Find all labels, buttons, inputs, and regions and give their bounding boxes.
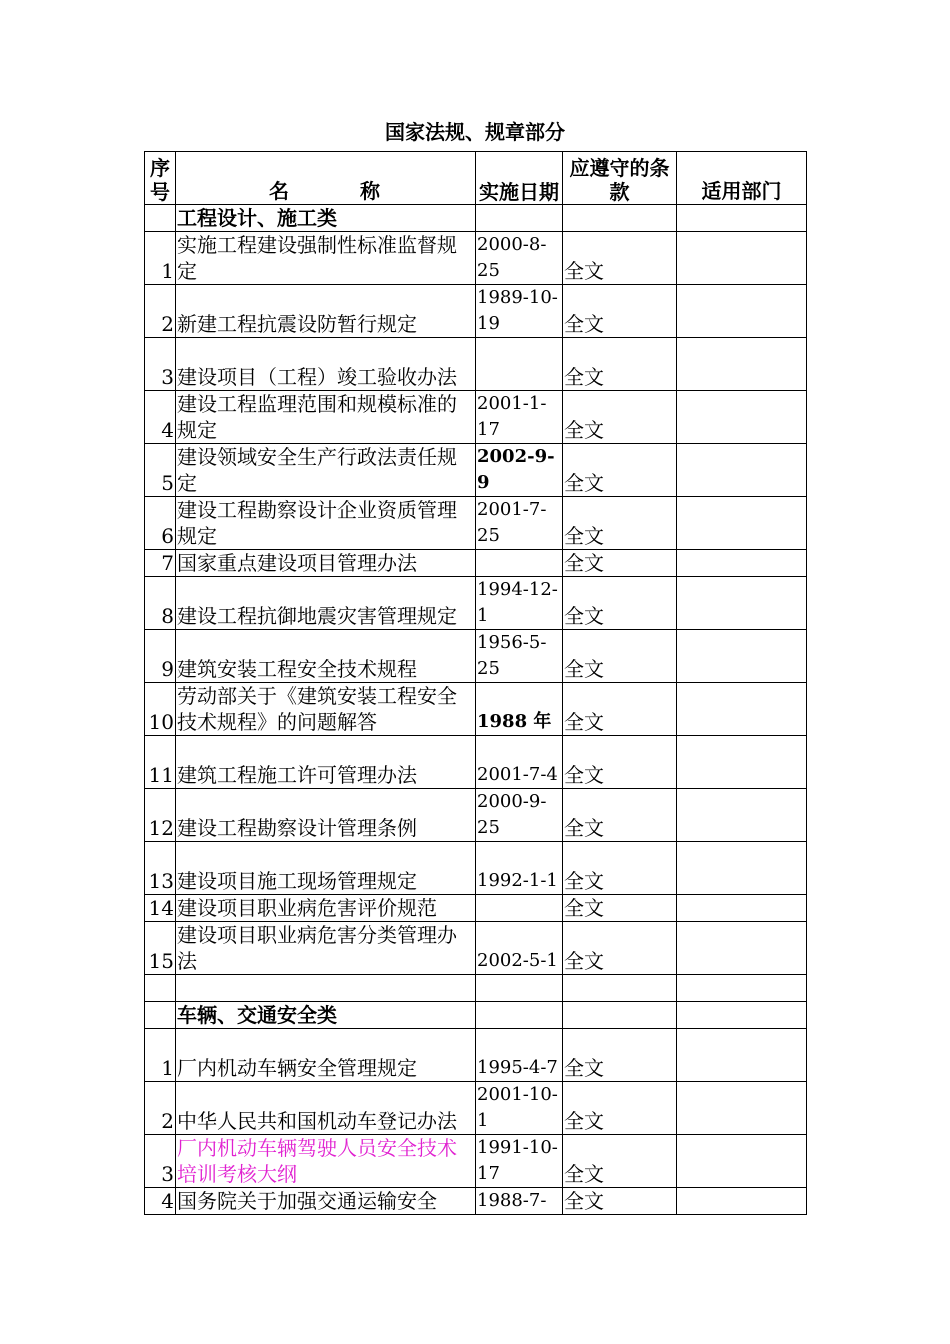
row-no: 4 bbox=[145, 391, 176, 444]
table-row bbox=[145, 338, 807, 391]
row-name: 劳动部关于《建筑安装工程安全技术规程》的问题解答 bbox=[176, 683, 476, 736]
row-clause: 全文 bbox=[563, 232, 677, 285]
row-dept bbox=[677, 683, 807, 736]
row-name: 中华人民共和国机动车登记办法 bbox=[176, 1082, 476, 1135]
row-name: 建设项目职业病危害评价规范 bbox=[176, 895, 476, 922]
row-dept bbox=[677, 630, 807, 683]
row-no: 2 bbox=[145, 1082, 176, 1135]
row-dept bbox=[677, 922, 807, 975]
table-row bbox=[145, 630, 807, 683]
header-dept: 适用部门 bbox=[677, 152, 807, 205]
row-clause: 全文 bbox=[563, 577, 677, 630]
row-dept bbox=[677, 1029, 807, 1082]
row-date: 1994-12-1 bbox=[476, 577, 563, 630]
row-date bbox=[476, 895, 563, 922]
table-row bbox=[145, 285, 807, 338]
row-no: 9 bbox=[145, 630, 176, 683]
section-heading: 车辆、交通安全类 bbox=[176, 1002, 476, 1029]
table-row bbox=[145, 1029, 807, 1082]
row-dept bbox=[677, 444, 807, 497]
table-row bbox=[145, 922, 807, 975]
row-no: 1 bbox=[145, 1029, 176, 1082]
row-dept bbox=[677, 497, 807, 550]
table-row bbox=[145, 232, 807, 285]
row-dept bbox=[677, 1082, 807, 1135]
row-name: 建设项目（工程）竣工验收办法 bbox=[176, 338, 476, 391]
row-name: 建设工程抗御地震灾害管理规定 bbox=[176, 577, 476, 630]
row-name: 实施工程建设强制性标准监督规定 bbox=[176, 232, 476, 285]
row-date: 1992-1-1 bbox=[476, 842, 563, 895]
section-heading-row bbox=[145, 1002, 807, 1029]
regulations-table bbox=[144, 151, 807, 1215]
row-clause: 全文 bbox=[563, 497, 677, 550]
row-name: 建设工程监理范围和规模标准的规定 bbox=[176, 391, 476, 444]
row-clause: 全文 bbox=[563, 683, 677, 736]
row-no: 8 bbox=[145, 577, 176, 630]
table-row bbox=[145, 683, 807, 736]
row-clause: 全文 bbox=[563, 1029, 677, 1082]
row-date: 2001-1-17 bbox=[476, 391, 563, 444]
row-no: 5 bbox=[145, 444, 176, 497]
row-clause: 全文 bbox=[563, 285, 677, 338]
row-date: 1991-10-17 bbox=[476, 1135, 563, 1188]
row-dept bbox=[677, 842, 807, 895]
table-row bbox=[145, 736, 807, 789]
row-name: 国务院关于加强交通运输安全 bbox=[176, 1188, 476, 1215]
row-name: 建筑工程施工许可管理办法 bbox=[176, 736, 476, 789]
row-dept bbox=[677, 1188, 807, 1215]
row-name: 建设领域安全生产行政法责任规定 bbox=[176, 444, 476, 497]
section-heading-row bbox=[145, 205, 807, 232]
header-clause: 应遵守的条款 bbox=[563, 152, 677, 205]
row-no: 15 bbox=[145, 922, 176, 975]
row-no: 7 bbox=[145, 550, 176, 577]
row-no: 6 bbox=[145, 497, 176, 550]
row-name: 建设工程勘察设计管理条例 bbox=[176, 789, 476, 842]
row-date: 2000-9-25 bbox=[476, 789, 563, 842]
row-no: 4 bbox=[145, 1188, 176, 1215]
row-clause: 全文 bbox=[563, 736, 677, 789]
row-dept bbox=[677, 285, 807, 338]
table-row bbox=[145, 895, 807, 922]
table-header-row bbox=[145, 152, 807, 205]
row-clause: 全文 bbox=[563, 922, 677, 975]
row-name: 新建工程抗震设防暂行规定 bbox=[176, 285, 476, 338]
row-name: 建设项目施工现场管理规定 bbox=[176, 842, 476, 895]
row-clause: 全文 bbox=[563, 789, 677, 842]
row-date: 1988-7- bbox=[476, 1188, 563, 1215]
page-title: 国家法规、规章部分 bbox=[385, 120, 565, 144]
row-no: 1 bbox=[145, 232, 176, 285]
row-name: 国家重点建设项目管理办法 bbox=[176, 550, 476, 577]
row-dept bbox=[677, 895, 807, 922]
row-name: 厂内机动车辆驾驶人员安全技术培训考核大纲 bbox=[176, 1135, 476, 1188]
section-heading: 工程设计、施工类 bbox=[176, 205, 476, 232]
row-clause: 全文 bbox=[563, 1188, 677, 1215]
row-date: 1995-4-7 bbox=[476, 1029, 563, 1082]
row-no: 14 bbox=[145, 895, 176, 922]
row-no: 11 bbox=[145, 736, 176, 789]
header-date: 实施日期 bbox=[476, 152, 563, 205]
row-clause: 全文 bbox=[563, 550, 677, 577]
row-clause: 全文 bbox=[563, 630, 677, 683]
row-date: 2001-10-1 bbox=[476, 1082, 563, 1135]
header-no: 序号 bbox=[145, 152, 176, 205]
row-date: 1989-10-19 bbox=[476, 285, 563, 338]
row-dept bbox=[677, 1135, 807, 1188]
row-date: 2001-7-4 bbox=[476, 736, 563, 789]
row-clause: 全文 bbox=[563, 444, 677, 497]
row-date: 1988 年 bbox=[476, 683, 563, 736]
row-date: 2000-8-25 bbox=[476, 232, 563, 285]
row-no: 13 bbox=[145, 842, 176, 895]
row-dept bbox=[677, 338, 807, 391]
row-no: 3 bbox=[145, 338, 176, 391]
row-date: 2002-5-1 bbox=[476, 922, 563, 975]
row-clause: 全文 bbox=[563, 391, 677, 444]
row-clause: 全文 bbox=[563, 1135, 677, 1188]
row-date bbox=[476, 338, 563, 391]
table-row bbox=[145, 842, 807, 895]
table-row bbox=[145, 1135, 807, 1188]
table-row bbox=[145, 391, 807, 444]
row-dept bbox=[677, 577, 807, 630]
row-clause: 全文 bbox=[563, 1082, 677, 1135]
row-date: 2002-9-9 bbox=[476, 444, 563, 497]
row-dept bbox=[677, 789, 807, 842]
table-row bbox=[145, 497, 807, 550]
table-row bbox=[145, 444, 807, 497]
table-row bbox=[145, 577, 807, 630]
row-clause: 全文 bbox=[563, 842, 677, 895]
row-name: 建设工程勘察设计企业资质管理规定 bbox=[176, 497, 476, 550]
row-name: 建筑安装工程安全技术规程 bbox=[176, 630, 476, 683]
table-row bbox=[145, 1082, 807, 1135]
row-dept bbox=[677, 550, 807, 577]
table-row bbox=[145, 1188, 807, 1215]
row-no: 12 bbox=[145, 789, 176, 842]
row-dept bbox=[677, 232, 807, 285]
row-date bbox=[476, 550, 563, 577]
row-no: 3 bbox=[145, 1135, 176, 1188]
row-no: 2 bbox=[145, 285, 176, 338]
table-row bbox=[145, 550, 807, 577]
row-name: 厂内机动车辆安全管理规定 bbox=[176, 1029, 476, 1082]
table-row bbox=[145, 789, 807, 842]
row-clause: 全文 bbox=[563, 338, 677, 391]
row-name: 建设项目职业病危害分类管理办法 bbox=[176, 922, 476, 975]
row-date: 2001-7-25 bbox=[476, 497, 563, 550]
row-dept bbox=[677, 736, 807, 789]
row-clause: 全文 bbox=[563, 895, 677, 922]
header-name: 名 称 bbox=[176, 152, 476, 205]
empty-row bbox=[145, 975, 807, 1002]
row-date: 1956-5-25 bbox=[476, 630, 563, 683]
row-no: 10 bbox=[145, 683, 176, 736]
row-dept bbox=[677, 391, 807, 444]
